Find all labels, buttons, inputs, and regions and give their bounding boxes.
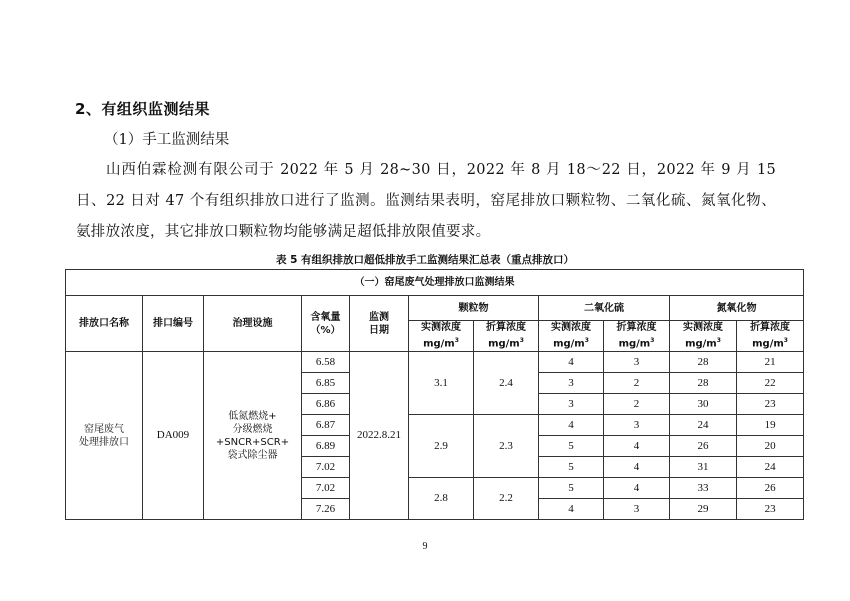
treatment-line: +SNCR+SCR+	[215, 436, 290, 448]
header-date	[350, 296, 409, 352]
nox-converted-cell: 23	[737, 394, 804, 415]
so2-measured-cell: 5	[539, 457, 604, 478]
so2-converted-cell: 2	[604, 373, 670, 394]
header-oxygen	[302, 296, 350, 352]
nox-measured-cell: 28	[670, 373, 737, 394]
so2-converted-cell: 2	[604, 394, 670, 415]
header-oxygen-line2: （%）	[310, 324, 341, 336]
nox-converted-cell: 19	[737, 415, 804, 436]
outlet-name-line: 窑尾废气	[84, 423, 124, 435]
header-date-line1: 监测	[369, 311, 389, 323]
oxygen-cell: 7.02	[302, 478, 350, 499]
oxygen-cell: 6.87	[302, 415, 350, 436]
nox-measured-cell: 31	[670, 457, 737, 478]
unit-text: mg/m	[752, 338, 784, 350]
oxygen-cell: 6.58	[302, 352, 350, 373]
oxygen-cell: 7.26	[302, 499, 350, 520]
unit-text: mg/m	[423, 338, 455, 350]
unit-text: mg/m	[488, 338, 520, 350]
so2-converted-cell: 4	[604, 478, 670, 499]
treatment-line: 袋式除尘器	[227, 449, 278, 461]
so2-converted-cell: 3	[604, 499, 670, 520]
header-unit	[409, 334, 473, 350]
header-unit	[604, 334, 669, 350]
header-unit	[737, 334, 803, 350]
unit-text: mg/m	[618, 338, 651, 350]
unit-superscript: 3	[454, 337, 459, 345]
unit-superscript: 3	[650, 337, 655, 345]
outlet-code-cell: DA009	[143, 352, 204, 520]
table-row	[66, 352, 804, 373]
nox-converted-cell: 22	[737, 373, 804, 394]
header-nox-measured	[670, 321, 737, 352]
oxygen-cell: 7.02	[302, 457, 350, 478]
header-particulate-converted	[474, 321, 539, 352]
header-converted-label: 折算浓度	[750, 322, 791, 334]
header-treatment: 治理设施	[204, 296, 302, 352]
oxygen-cell: 6.89	[302, 436, 350, 457]
page-number: 9	[422, 541, 428, 552]
header-particulate-measured	[409, 321, 474, 352]
header-date-line2: 日期	[369, 324, 389, 336]
particulate-converted-cell: 2.4	[474, 352, 539, 415]
treatment-cell	[204, 352, 302, 520]
nox-measured-cell: 33	[670, 478, 737, 499]
so2-measured-cell: 5	[539, 478, 604, 499]
header-so2-converted	[604, 321, 670, 352]
unit-superscript: 3	[783, 337, 788, 345]
header-oxygen-line1: 含氧量	[310, 311, 341, 323]
particulate-converted-cell: 2.2	[474, 478, 539, 520]
particulate-measured-cell: 2.8	[409, 478, 474, 520]
particulate-converted-cell: 2.3	[474, 415, 539, 478]
monitoring-results-table	[65, 269, 804, 520]
header-nox-converted	[737, 321, 804, 352]
so2-measured-cell: 3	[539, 394, 604, 415]
body-paragraph: 山西伯霖检测有限公司于 2022 年 5 月 28~30 日，2022 年 8 月 18～22 日，2022 年 9 月 15 日、22 日对 47 个有组织排放口进行了监测。监测结果表明，窑尾排放口颗粒物、二氧化硫、氮氧化物、氨排放浓度，其它排放口颗粒物均能够满足超低排放限值要求。	[76, 162, 776, 240]
unit-superscript: 3	[519, 337, 524, 345]
outlet-name-cell	[66, 352, 143, 520]
treatment-line: 分级燃烧	[232, 423, 273, 435]
outlet-name-line: 处理排放口	[79, 436, 129, 448]
nox-measured-cell: 28	[670, 352, 737, 373]
nox-converted-cell: 26	[737, 478, 804, 499]
treatment-line: 低氮燃烧+	[228, 410, 277, 422]
nox-converted-cell: 23	[737, 499, 804, 520]
so2-converted-cell: 3	[604, 352, 670, 373]
so2-measured-cell: 5	[539, 436, 604, 457]
oxygen-cell: 6.85	[302, 373, 350, 394]
header-converted-label: 折算浓度	[616, 322, 657, 334]
so2-converted-cell: 3	[604, 415, 670, 436]
header-outlet-code: 排口编号	[143, 296, 204, 352]
header-so2: 二氧化硫	[539, 296, 670, 321]
unit-superscript: 3	[584, 337, 589, 345]
header-outlet-name: 排放口名称	[66, 296, 143, 352]
particulate-measured-cell: 2.9	[409, 415, 474, 478]
so2-converted-cell: 4	[604, 457, 670, 478]
so2-measured-cell: 4	[539, 352, 604, 373]
nox-measured-cell: 24	[670, 415, 737, 436]
sub-heading: （1）手工监测结果	[104, 132, 230, 148]
header-measured-label: 实测浓度	[683, 322, 723, 334]
header-so2-measured	[539, 321, 604, 352]
header-particulate: 颗粒物	[409, 296, 539, 321]
unit-superscript: 3	[716, 337, 721, 345]
header-nox: 氮氧化物	[670, 296, 804, 321]
so2-measured-cell: 3	[539, 373, 604, 394]
nox-converted-cell: 21	[737, 352, 804, 373]
header-unit	[474, 334, 538, 350]
header-unit	[670, 334, 736, 350]
nox-measured-cell: 29	[670, 499, 737, 520]
so2-converted-cell: 4	[604, 436, 670, 457]
nox-measured-cell: 26	[670, 436, 737, 457]
table-body	[66, 352, 804, 520]
oxygen-cell: 6.86	[302, 394, 350, 415]
nox-converted-cell: 20	[737, 436, 804, 457]
unit-text: mg/m	[685, 338, 717, 350]
section-heading: 2、有组织监测结果	[75, 100, 210, 118]
date-cell: 2022.8.21	[350, 352, 409, 520]
nox-measured-cell: 30	[670, 394, 737, 415]
nox-converted-cell: 24	[737, 457, 804, 478]
so2-measured-cell: 4	[539, 499, 604, 520]
table-caption: 表 5 有组织排放口超低排放手工监测结果汇总表（重点排放口）	[275, 254, 575, 266]
header-measured-label: 实测浓度	[551, 322, 591, 334]
unit-text: mg/m	[553, 338, 585, 350]
table-section-title: （一）窑尾废气处理排放口监测结果	[66, 270, 804, 296]
so2-measured-cell: 4	[539, 415, 604, 436]
header-converted-label: 折算浓度	[486, 322, 526, 334]
header-measured-label: 实测浓度	[421, 322, 461, 334]
particulate-measured-cell: 3.1	[409, 352, 474, 415]
header-unit	[539, 334, 603, 350]
